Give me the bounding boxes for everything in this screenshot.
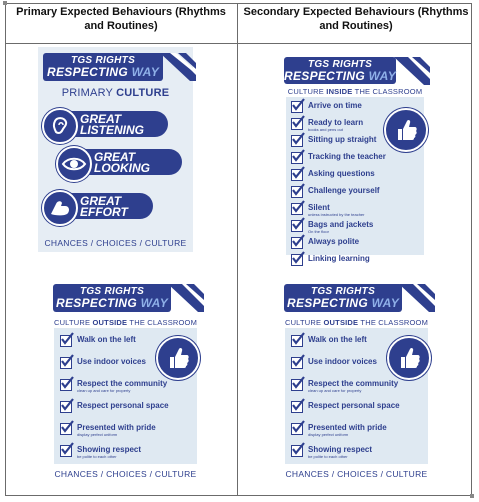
brand-banner	[43, 53, 163, 81]
pill-line2: LOOKING	[94, 161, 150, 175]
stripes-decoration	[394, 57, 430, 85]
check-icon	[291, 169, 303, 181]
item-subtext: display perfect uniform	[77, 432, 118, 437]
pill-line1: GREAT	[80, 194, 122, 208]
brand-line1: TGS RIGHTS	[307, 59, 373, 70]
item-subtext: be polite to each other	[308, 454, 348, 459]
list-item	[291, 236, 416, 253]
great-looking-badge	[62, 149, 182, 175]
list-item	[60, 422, 190, 444]
table-handle[interactable]	[3, 1, 7, 5]
great-effort-badge	[48, 193, 153, 219]
check-icon	[291, 357, 303, 369]
check-icon	[291, 237, 303, 249]
check-icon	[291, 203, 303, 215]
primary-outside-poster	[48, 280, 203, 485]
item-subtext: clean up and care for property	[308, 388, 362, 393]
check-icon	[291, 254, 303, 266]
pill-line1: GREAT	[94, 150, 136, 164]
item-text: Challenge yourself	[308, 186, 380, 195]
check-icon	[60, 335, 72, 347]
list-item	[291, 444, 421, 466]
check-icon	[60, 379, 72, 391]
list-item	[291, 202, 416, 219]
list-item	[60, 444, 190, 466]
item-subtext: clean up and care for property	[77, 388, 131, 393]
check-icon	[291, 135, 303, 147]
list-item	[291, 253, 416, 270]
poster-subtitle: CULTURE OUTSIDE THE CLASSROOM	[53, 318, 198, 327]
poster-subtitle: CULTURE INSIDE THE CLASSROOM	[287, 87, 423, 96]
brand-line2: RESPECTING WAY	[47, 65, 159, 79]
item-subtext: be polite to each other	[77, 454, 117, 459]
check-icon	[291, 186, 303, 198]
item-subtext: unless instructed by the teacher	[308, 212, 365, 217]
item-text: Respect personal space	[308, 401, 400, 410]
item-text: Silent	[308, 203, 330, 212]
item-text: Always polite	[308, 237, 360, 246]
item-text: Presented with pride	[77, 423, 156, 432]
check-icon	[291, 423, 303, 435]
list-item	[291, 168, 416, 185]
item-text: Sitting up straight	[308, 135, 377, 144]
item-text: Asking questions	[308, 169, 375, 178]
list-item	[291, 185, 416, 202]
item-text: Showing respect	[77, 445, 142, 454]
pill-line2: EFFORT	[80, 205, 128, 219]
item-text: Walk on the left	[77, 335, 136, 344]
brand-line1: TGS RIGHTS	[70, 55, 136, 66]
list-item	[291, 400, 421, 422]
poster-subtitle: PRIMARY CULTURE	[61, 87, 170, 99]
ear-icon	[42, 108, 78, 144]
table-resize-handle[interactable]	[470, 494, 474, 498]
item-text: Presented with pride	[308, 423, 387, 432]
item-text: Linking learning	[308, 254, 370, 263]
item-text: Walk on the left	[308, 335, 367, 344]
secondary-outside-poster	[279, 280, 434, 485]
stripes-decoration	[399, 284, 435, 312]
secondary-column-header: Secondary Expected Behaviours (Rhythms and Routines)	[243, 6, 469, 32]
item-text: Use indoor voices	[308, 357, 377, 366]
flexed-arm-icon	[42, 190, 78, 226]
item-subtext: books and pens out	[308, 127, 343, 132]
item-text: Tracking the teacher	[308, 152, 386, 161]
thumbs-up-icon	[387, 336, 431, 380]
item-text: Showing respect	[308, 445, 373, 454]
check-icon	[291, 118, 303, 130]
brand-banner	[53, 284, 171, 312]
item-text: Respect the community	[77, 379, 168, 388]
check-icon	[60, 423, 72, 435]
list-item	[291, 219, 416, 236]
header-row-divider	[5, 43, 472, 44]
check-icon	[291, 335, 303, 347]
primary-culture-poster	[38, 47, 193, 252]
list-item	[291, 422, 421, 444]
list-item	[60, 378, 190, 400]
item-subtext: display perfect uniform	[308, 432, 349, 437]
check-icon	[291, 101, 303, 113]
item-text: Ready to learn	[308, 118, 364, 127]
brand-banner	[284, 57, 396, 84]
check-icon	[291, 401, 303, 413]
thumbs-up-icon	[384, 108, 428, 152]
brand-line2: RESPECTING WAY	[56, 296, 168, 310]
poster-subtitle: CULTURE OUTSIDE THE CLASSROOM	[284, 318, 429, 327]
primary-column-header: Primary Expected Behaviours (Rhythms and Routines)	[16, 6, 226, 32]
list-item	[291, 151, 416, 168]
poster-footer: CHANCES / CHOICES / CULTURE	[285, 469, 428, 479]
list-item	[291, 378, 421, 400]
item-text: Use indoor voices	[77, 357, 146, 366]
great-listening-badge	[48, 111, 168, 137]
column-divider	[237, 3, 238, 496]
item-subtext: On the floor	[308, 229, 329, 234]
list-item	[60, 400, 190, 422]
check-icon	[60, 357, 72, 369]
item-text: Arrive on time	[308, 101, 362, 110]
pill-line1: GREAT	[80, 112, 122, 126]
item-text: Respect personal space	[77, 401, 169, 410]
brand-line2: RESPECTING WAY	[284, 69, 396, 83]
check-icon	[60, 445, 72, 457]
brand-line2: RESPECTING WAY	[287, 296, 399, 310]
eye-icon	[56, 146, 92, 182]
stripes-decoration	[160, 53, 196, 81]
brand-line1: TGS RIGHTS	[310, 286, 376, 297]
item-text: Bags and jackets	[308, 220, 374, 229]
thumbs-up-icon	[156, 336, 200, 380]
poster-footer: CHANCES / CHOICES / CULTURE	[54, 469, 197, 479]
brand-banner	[284, 284, 402, 312]
stripes-decoration	[168, 284, 204, 312]
check-icon	[291, 220, 303, 232]
pill-line2: LISTENING	[80, 123, 145, 137]
check-icon	[291, 379, 303, 391]
check-icon	[291, 152, 303, 164]
secondary-inside-poster	[280, 53, 430, 263]
check-icon	[60, 401, 72, 413]
poster-footer: CHANCES / CHOICES / CULTURE	[44, 238, 187, 248]
item-text: Respect the community	[308, 379, 399, 388]
check-icon	[291, 445, 303, 457]
brand-line1: TGS RIGHTS	[79, 286, 145, 297]
